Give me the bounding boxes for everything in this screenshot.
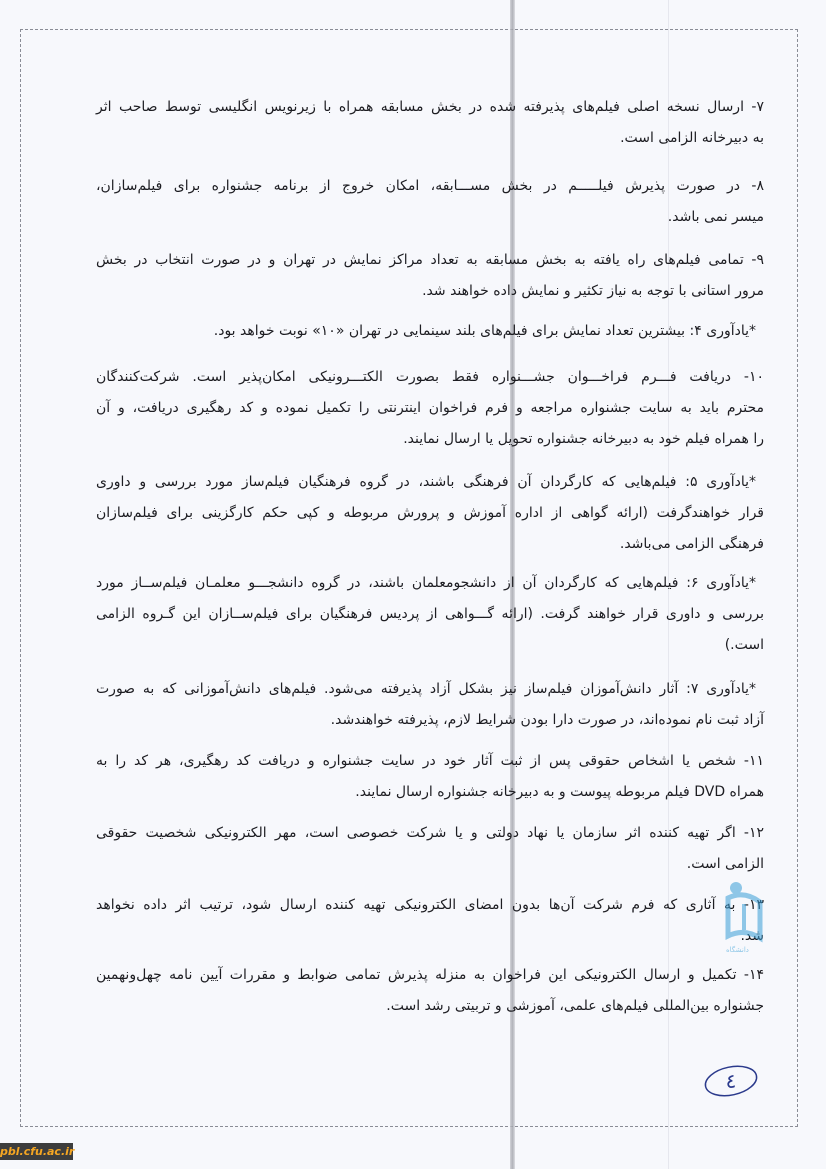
paragraph-line: ۱۱- شخص یا اشخاص حقوقی پس از ثبت آثار خود در سایت جشنواره و دریافت کد رهگیری، هر کد را به	[96, 753, 764, 769]
paragraph-line: میسر نمی باشد.	[667, 209, 764, 225]
paragraph-p7	[96, 92, 764, 154]
paragraph-line: مرور استانی با توجه به نیاز تکثیر و نمایش داده خواهند شد.	[422, 283, 764, 299]
paragraph-line: را همراه فیلم خود به دبیرخانه جشنواره تحویل یا ارسال نمایند.	[403, 431, 764, 447]
paragraph-p12	[96, 818, 764, 880]
paragraph-line: ۱۰- دریافت فـــرم فراخـــوان جشـــنواره فقط بصورت الکتـــرونیکی امکان‌پذیر است. شرکت‌کنندگان	[96, 369, 764, 385]
page-number: ٤	[725, 1069, 737, 1093]
university-logo-icon	[722, 880, 766, 966]
paragraph-line: *یادآوری ۶: فیلم‌هایی که کارگردان آن از دانشجومعلمان باشند، در گروه دانشجـــو معلمـان فیلم‌ســاز مورد	[96, 575, 756, 591]
paragraph-p13	[96, 890, 764, 952]
paragraph-p8	[96, 171, 764, 233]
paragraph-line: بررسی و داوری قرار خواهند گرفت. (ارائه گـــواهی از پردیس فرهنگیان برای فیلم‌ســازان این گـروه الزامی	[96, 606, 764, 622]
svg-text:دانشگاه: دانشگاه	[726, 946, 749, 954]
paragraph-line: محترم باید به سایت جشنواره مراجعه و فرم فراخوان اینترنتی را تکمیل نموده و کد رهگیری دریافت، و آن	[96, 400, 764, 416]
paragraph-line: ۱۲- اگر تهیه کننده اثر سازمان یا نهاد دولتی و یا شرکت خصوصی است، مهر الکترونیکی شخصیت حقوقی	[96, 825, 764, 841]
paragraph-p10	[96, 362, 764, 455]
paragraph-p14	[96, 960, 764, 1022]
paragraph-line: است.)	[724, 637, 764, 653]
paragraph-p11	[96, 746, 764, 808]
paragraph-line: *یادآوری ۷: آثار دانش‌آموزان فیلم‌ساز نیز بشکل آزاد پذیرفته می‌شود. فیلم‌های دانش‌آموزانی که به صورت	[96, 681, 756, 697]
paragraph-note4	[96, 316, 764, 347]
paragraph-note5	[96, 467, 764, 560]
paragraph-p9	[96, 245, 764, 307]
paragraph-line: *یادآوری ۵: فیلم‌هایی که کارگردان آن فرهنگی باشند، در گروه فرهنگیان فیلم‌ساز مورد بررسی و داوری	[96, 474, 756, 490]
paragraph-line: شد.	[740, 928, 764, 944]
paragraph-note7	[96, 674, 764, 736]
watermark-link[interactable]: pbl.cfu.ac.ir	[0, 1145, 75, 1158]
paragraph-line: به دبیرخانه الزامی است.	[620, 130, 764, 146]
paragraph-line: ۱۴- تکمیل و ارسال الکترونیکی این فراخوان به منزله پذیرش تمامی ضوابط و مقررات آیین نامه چهل‌ونهمین	[96, 967, 764, 983]
paragraph-line: ۱۳- به آثاری که فرم شرکت آن‌ها بدون امضای الکترونیکی تهیه کننده ارسال شود، ترتیب اثر داده نخواهد	[96, 897, 764, 913]
paragraph-line: ۷- ارسال نسخه اصلی فیلم‌های پذیرفته شده در بخش مسابقه همراه با زیرنویس انگلیسی توسط صاحب اثر	[96, 99, 764, 115]
page-number-stamp	[702, 1063, 760, 1099]
paragraph-line: ۸- در صورت پذیرش فیلـــــم در بخش مســـابقه، امکان خروج از برنامه جشنواره برای فیلم‌سازان،	[96, 178, 764, 194]
paragraph-line: آزاد ثبت نام نموده‌اند، در صورت دارا بودن شرایط لازم، پذیرفته خواهندشد.	[330, 712, 764, 728]
paragraph-line: فرهنگی الزامی می‌باشد.	[619, 536, 764, 552]
paragraph-note6	[96, 568, 764, 661]
paragraph-line: قرار خواهندگرفت (ارائه گواهی از اداره آموزش و پرورش مربوطه و کپی حکم کارگزینی برای فیلم‌سازان	[96, 505, 764, 521]
paragraph-line: *یادآوری ۴: بیشترین تعداد نمایش برای فیلم‌های بلند سینمایی در تهران «۱۰» نوبت خواهد بود.	[213, 323, 756, 339]
paragraph-line: جشنواره بین‌المللی فیلم‌های علمی، آموزشی و تربیتی رشد است.	[386, 998, 764, 1014]
paragraph-line: الزامی است.	[686, 856, 764, 872]
paragraph-line: همراه DVD فیلم مربوطه پیوست و به دبیرخانه جشنواره ارسال نمایند.	[355, 784, 764, 800]
paragraph-line: ۹- تمامی فیلم‌های راه یافته به بخش مسابقه به تعداد مراکز نمایش در تهران و در صورت انتخاب در بخش	[96, 252, 764, 268]
